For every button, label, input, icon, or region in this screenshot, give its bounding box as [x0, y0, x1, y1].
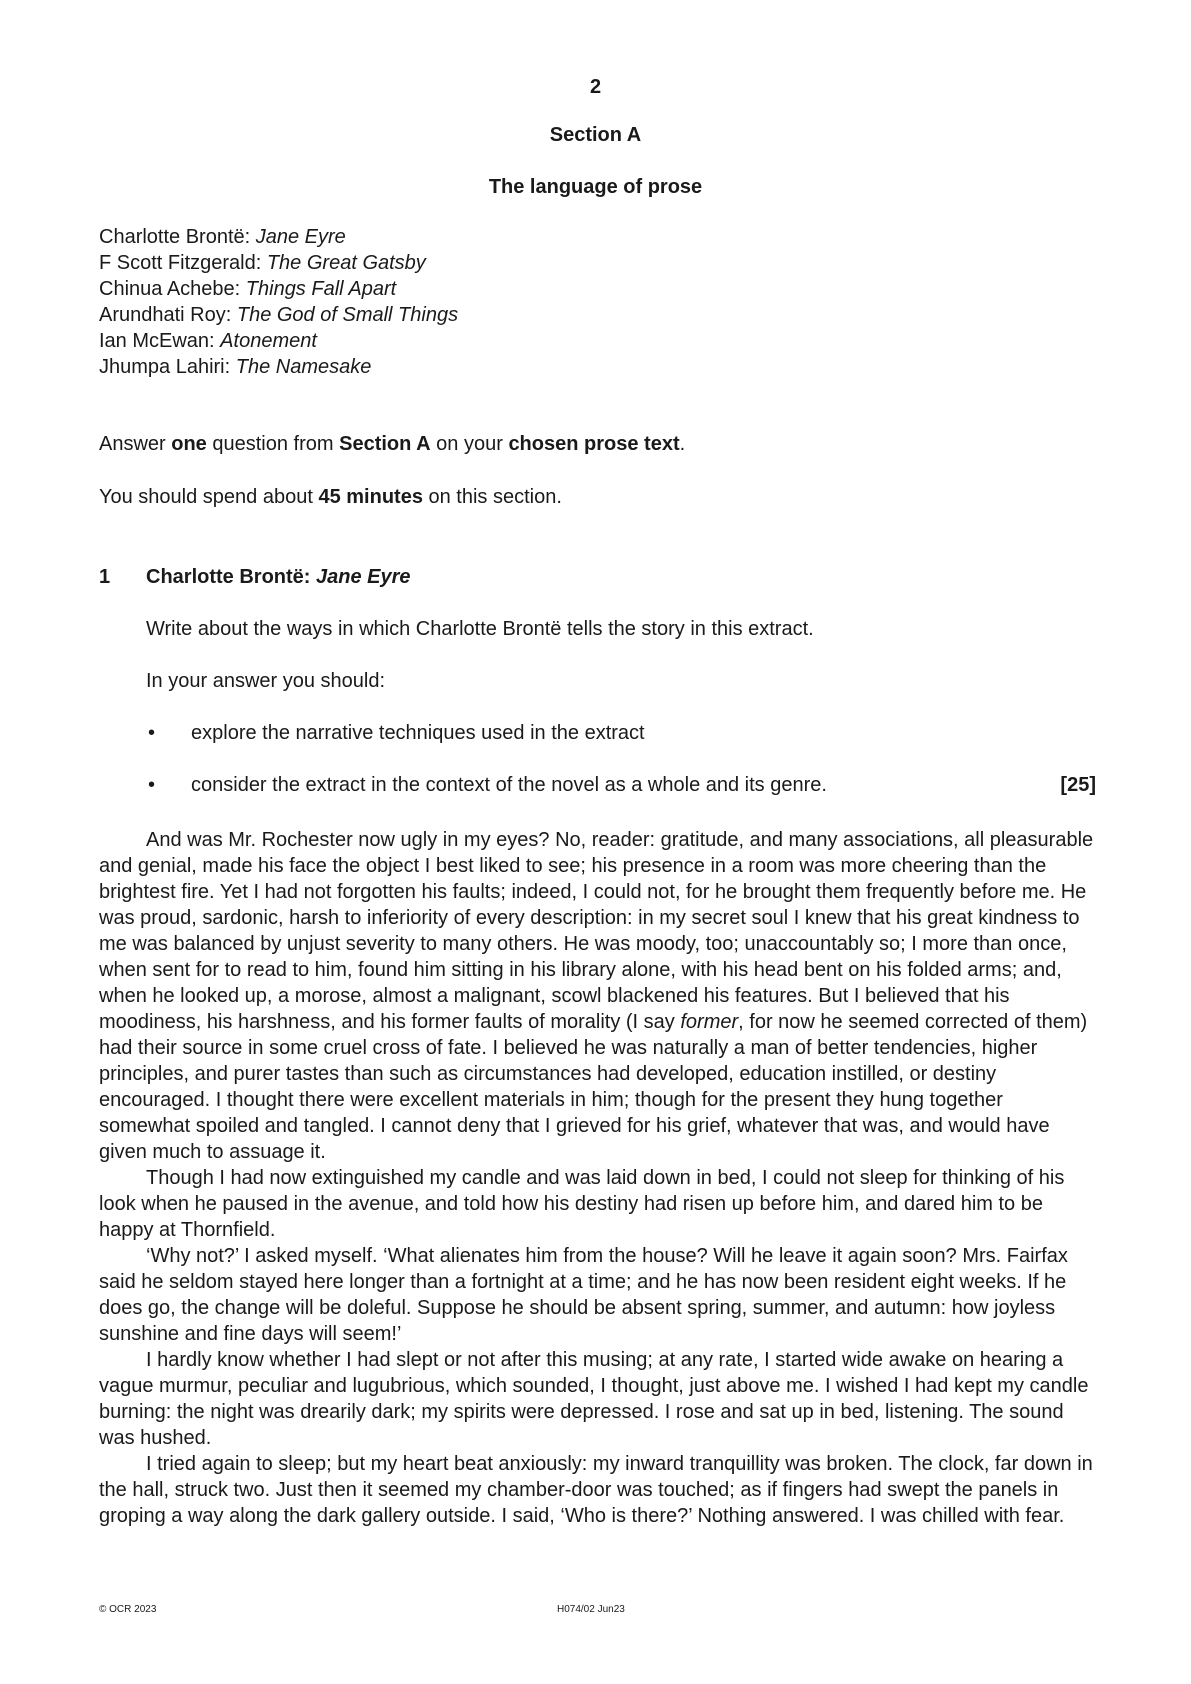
- set-text-title: The Great Gatsby: [266, 252, 426, 274]
- bullet-point: consider the extract in the context of the novel as a whole and its genre.: [191, 774, 827, 796]
- set-text-item: [99, 276, 458, 302]
- footer-paper-code: H074/02 Jun23: [557, 1604, 625, 1615]
- extract-paragraph: And was Mr. Rochester now ugly in my eyes? No, reader: gratitude, and many associations, all pleasurable and genial, made his face the object I best liked to see; his presence in a room was more cheering than the brightest fire. Yet I had not forgotten his faults; indeed, I could not, for he brought them frequently before me. He was proud, sardonic, harsh to inferiority of every description: in my secret soul I knew that his great kindness to me was balanced by unjust severity to many others. He was moody, too; unaccountably so; I more than once, when sent for to read to him, found him sitting in his library alone, with his head bent on his folded arms; and, when he looked up, a morose, almost a malignant, scowl blackened his features. But I believed that his moodiness, his harshness, and his former faults of morality (I say former, for now he seemed corrected of them) had their source in some cruel cross of fate. I believed he was naturally a man of better tendencies, higher principles, and purer tastes than such as circumstances had developed, education instilled, or destiny encouraged. I thought there were excellent materials in him; though for the present they hung together somewhat spoiled and tangled. I cannot deny that I grieved for his grief, whatever that was, and would have given much to assuage it.: [99, 829, 1094, 1163]
- set-text-author: Arundhati Roy:: [99, 304, 237, 326]
- section-subtitle: The language of prose: [488, 176, 703, 198]
- bullet-point: explore the narrative techniques used in the extract: [191, 722, 645, 744]
- set-text-title: The God of Small Things: [236, 304, 459, 326]
- set-text-item: [99, 328, 458, 354]
- set-text-item: [99, 354, 458, 380]
- marks-allocation: [25]: [1060, 774, 1096, 796]
- extract-paragraph: ‘Why not?’ I asked myself. ‘What alienates him from the house? Will he leave it again soon? Mrs. Fairfax said he seldom stayed here longer than a fortnight at a time; and he has now been resident eight weeks. If he does go, the change will be doleful. Suppose he should be absent spring, summer, and autumn: how joyless sunshine and fine days will seem!’: [99, 1245, 1068, 1345]
- set-text-item: [99, 302, 458, 328]
- set-text-item: [99, 224, 458, 250]
- question-prompt: Write about the ways in which Charlotte Brontë tells the story in this extract.: [146, 618, 814, 640]
- set-text-title: Jane Eyre: [255, 226, 346, 248]
- set-text-author: Jhumpa Lahiri:: [99, 356, 236, 378]
- set-texts-list: [99, 224, 458, 380]
- footer-copyright: © OCR 2023: [99, 1604, 157, 1615]
- set-text-title: Things Fall Apart: [245, 278, 397, 300]
- section-title: Section A: [549, 124, 642, 146]
- instruction-time: You should spend about 45 minutes on this section.: [99, 486, 562, 508]
- set-text-author: F Scott Fitzgerald:: [99, 252, 267, 274]
- extract-paragraph: I hardly know whether I had slept or not after this musing; at any rate, I started wide awake on hearing a vague murmur, peculiar and lugubrious, which sounded, I thought, just above me. I wished I had kept my candle burning: the night was drearily dark; my spirits were depressed. I rose and sat up in bed, listening. The sound was hushed.: [99, 1349, 1089, 1449]
- extract-paragraph: I tried again to sleep; but my heart beat anxiously: my inward tranquillity was broken. The clock, far down in the hall, struck two. Just then it seemed my chamber-door was touched; as if fingers had swept the panels in groping a way along the dark gallery outside. I said, ‘Who is there?’ Nothing answered. I was chilled with fear.: [99, 1453, 1093, 1527]
- set-text-author: Charlotte Brontë:: [99, 226, 256, 248]
- extract-paragraph: Though I had now extinguished my candle and was laid down in bed, I could not sleep for thinking of his look when he paused in the avenue, and told how his destiny had risen up before him, and dared him to be happy at Thornfield.: [99, 1167, 1065, 1241]
- bullet-icon: •: [148, 722, 156, 744]
- instruction-answer-one: Answer one question from Section A on your chosen prose text.: [99, 433, 686, 455]
- question-number: 1: [99, 566, 111, 588]
- question-guidance: In your answer you should:: [146, 670, 386, 692]
- question-title: Charlotte Brontë: Jane Eyre: [146, 566, 411, 588]
- extract-passage: [99, 827, 1099, 1529]
- set-text-title: Atonement: [220, 330, 317, 352]
- page-number: 2: [589, 76, 602, 98]
- set-text-author: Chinua Achebe:: [99, 278, 246, 300]
- set-text-item: [99, 250, 458, 276]
- set-text-author: Ian McEwan:: [99, 330, 221, 352]
- bullet-icon: •: [148, 774, 156, 796]
- set-text-title: The Namesake: [235, 356, 372, 378]
